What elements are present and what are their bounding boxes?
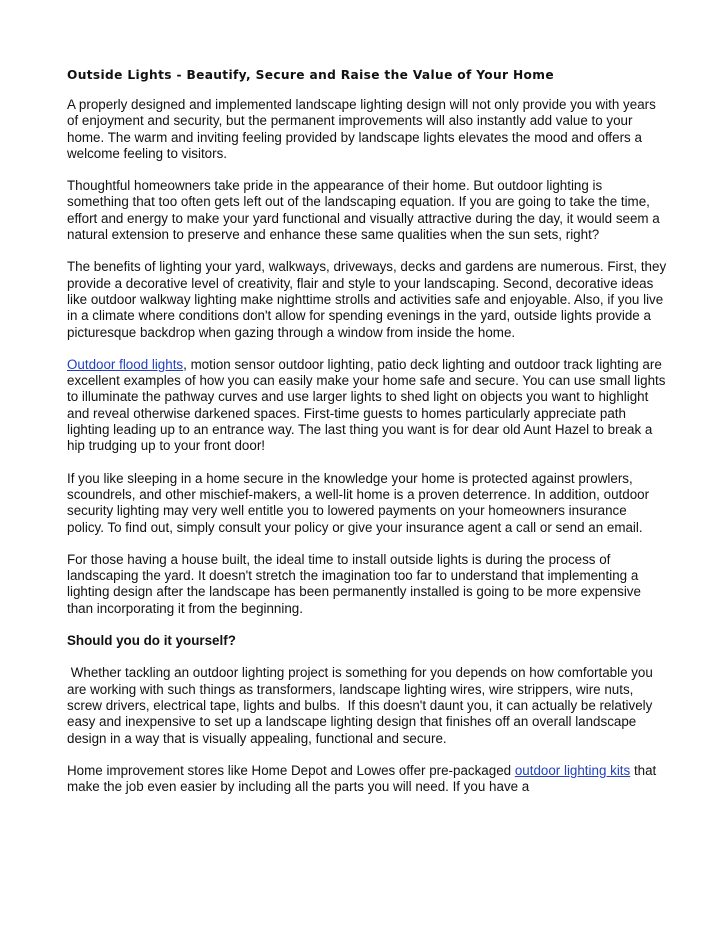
document-page: [67, 66, 667, 811]
paragraph-new-house: For those having a house built, the ideal time to install outside lights is during the process of landscaping the yard. It doesn't stretch the imagination too far to understand that implementing a lighting design after the landscape has been permanently installed is going to be more expensive than incorporating it from the beginning.: [67, 551, 641, 616]
outdoor-flood-lights-link[interactable]: Outdoor flood lights: [67, 356, 184, 372]
paragraph-security-examples: [67, 357, 667, 455]
outdoor-lighting-kits-link[interactable]: outdoor lighting kits: [514, 762, 631, 778]
paragraph-homeowners: Thoughtful homeowners take pride in the appearance of their home. But outdoor lighting is something that too often gets left out of the landscaping equation. If you are going to take the time, effort and energy to make your yard functional and visually attractive during the day, it would seem a natural extension to preserve and enhance these same qualities when the sun sets, right?: [67, 178, 660, 243]
paragraph-deterrence: If you like sleeping in a home secure in the knowledge your home is protected against prowlers, scoundrels, and other mischief-makers, a well-lit home is a proven deterrence. In addition, outdoor security lighting may very well entitle you to lowered payments on your homeowners insurance policy. To find out, simply consult your policy or give your insurance agent a call or send an email.: [67, 470, 650, 535]
paragraph-security-examples-text: , motion sensor outdoor lighting, patio deck lighting and outdoor track lighting are excellent examples of how you can easily make your home safe and secure. You can use small lights to illuminate the pathway curves and use larger lights to shed light on objects you want to highlight and reveal otherwise darkened spaces. First-time guests to homes particularly appreciate path lighting leading up to an entrance way. The last thing you want is for dear old Aunt Hazel to break a hip trudging up to your front door!: [67, 356, 666, 454]
section-heading-diy: Should you do it yourself?: [67, 633, 236, 649]
paragraph-diy: Whether tackling an outdoor lighting project is something for you depends on how comfortable you are working with such things as transformers, landscape lighting wires, wire strippers, wire nuts, screw drivers, electrical tape, lights and bulbs. If this doesn't daunt you, it can actually be relatively easy and inexpensive to set up a landscape lighting design that finishes off an overall landscape design in a way that is visually appealing, functional and secure.: [67, 665, 657, 746]
paragraph-stores-start: Home improvement stores like Home Depot and Lowes offer pre-packaged: [67, 762, 515, 778]
paragraph-stores-rest: that make the job even easier by including all the parts you will need. If you have a: [67, 762, 657, 795]
document-title: Outside Lights - Beautify, Secure and Raise the Value of Your Home: [67, 68, 554, 82]
paragraph-intro: A properly designed and implemented landscape lighting design will not only provide you with years of enjoyment and security, but the permanent improvements will also instantly add value to your home. The warm and inviting feeling provided by landscape lights elevates the mood and offers a welcome feeling to visitors.: [67, 97, 656, 161]
paragraph-stores: [67, 763, 667, 796]
paragraph-benefits: The benefits of lighting your yard, walkways, driveways, decks and gardens are numerous. First, they provide a decorative level of creativity, flair and style to your landscaping. Second, decorative ideas like outdoor walkway lighting make nighttime strolls and activities safe and enjoyable. Also, if you live in a climate where conditions don't allow for spending evenings in the yard, outside lights provide a picturesque backdrop when gazing through a window from inside the home.: [67, 259, 667, 340]
